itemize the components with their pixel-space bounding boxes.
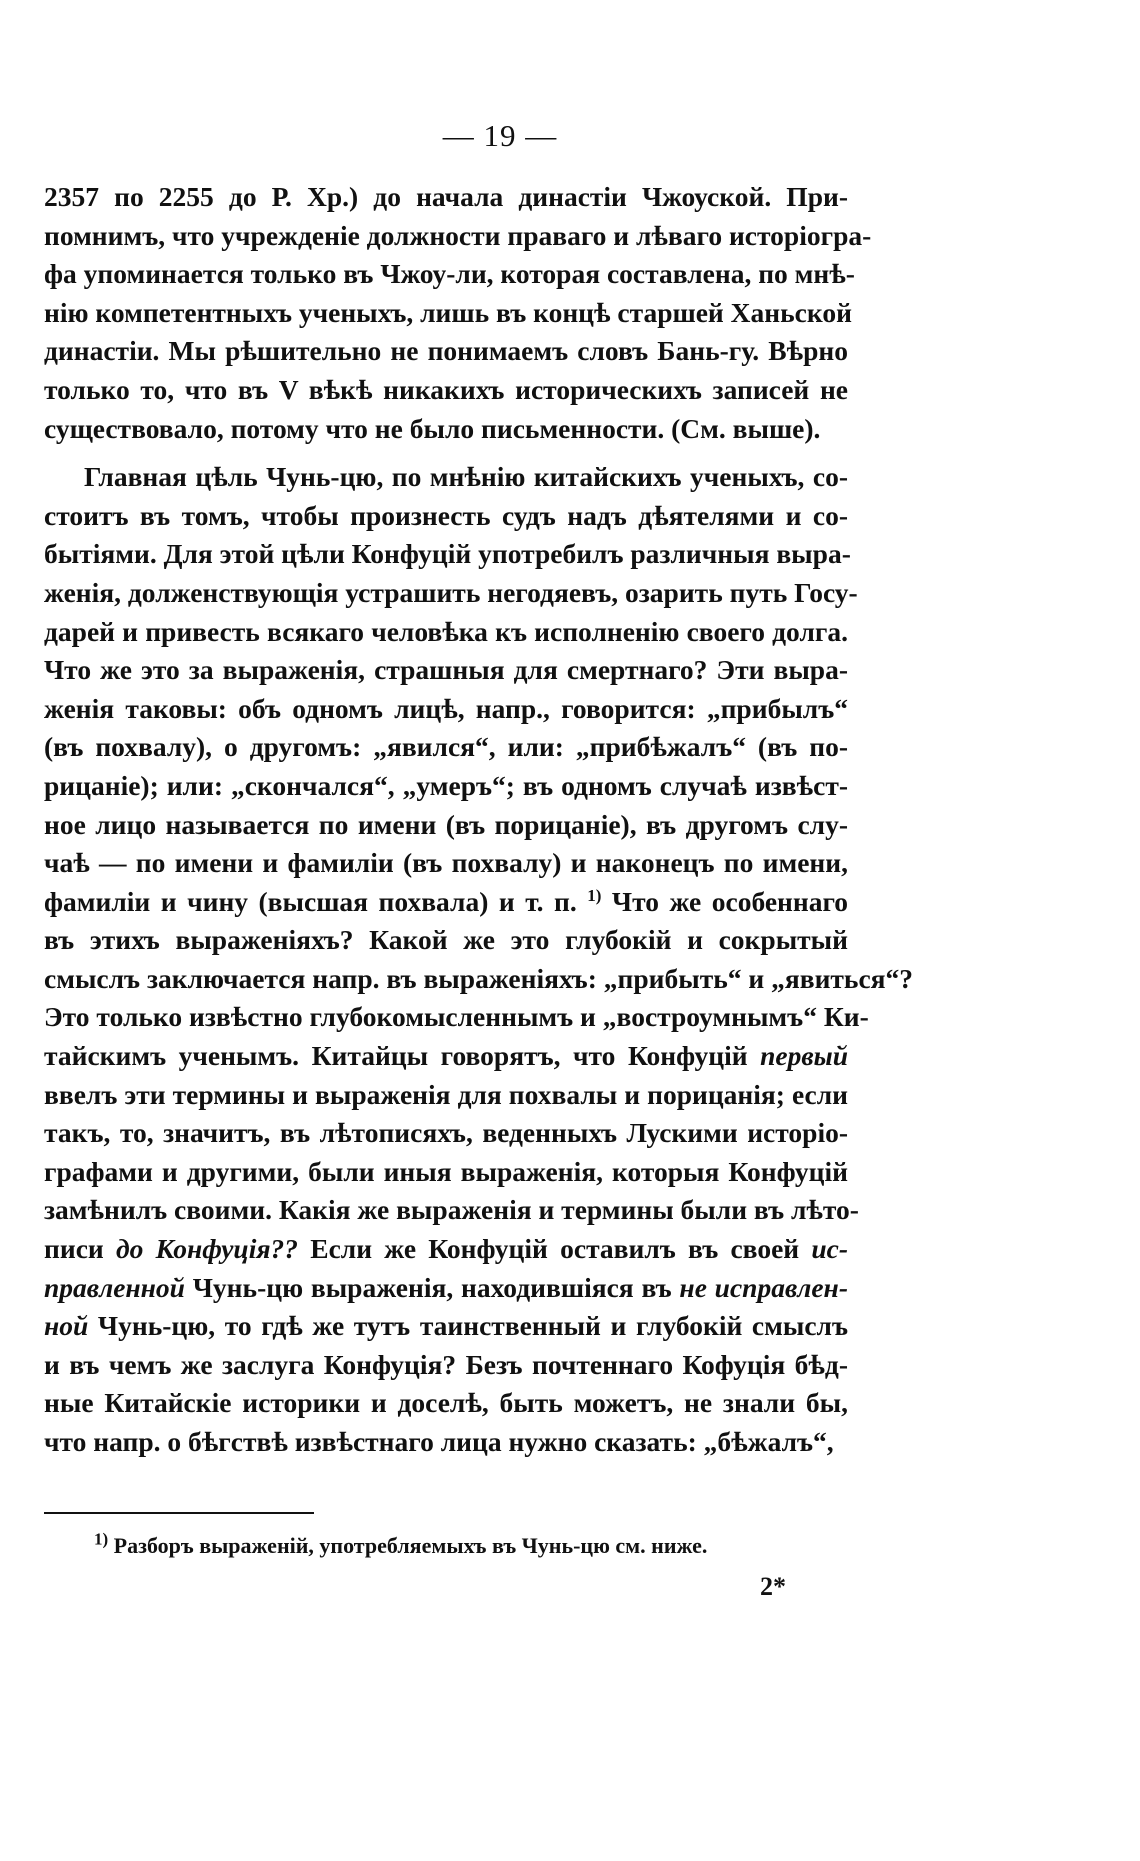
page-number: — 19 — [442,118,558,153]
italic-text: правленной [44,1271,185,1303]
text-line: чаѣ — по имени и фамиліи (въ похвалу) и наконецъ по имени, [44,847,848,879]
text-line: въ этихъ выраженіяхъ? Какой же это глубокій и сокрытый [44,924,848,956]
footnote-marker: 1) [587,885,602,905]
text-line: 2357 по 2255 до Р. Хр.) до начала династіи Чжоуской. При- [44,181,848,212]
text-line: династіи. Мы рѣшительно не понимаемъ словъ Бань-гу. Вѣрно [44,335,848,367]
text-line [44,1230,848,1269]
text-line: что напр. о бѣгствѣ извѣстнаго лица нужно сказать: „бѣжалъ“, [44,1426,834,1457]
text-line: рицаніе); или: „скончался“, „умеръ“; въ одномъ случаѣ извѣст- [44,769,848,801]
text-line: замѣнилъ своими. Какія же выраженія и термины были въ лѣто- [44,1194,859,1226]
text-line [44,1269,848,1308]
text-line: женія, долженствующія устрашить негодяевъ, озарить путь Госу- [44,576,858,608]
text-segment: фамиліи и чину (высшая похвала) и т. п. [44,885,577,917]
italic-text: ис- [811,1233,849,1265]
paragraph-first-line: Главная цѣль Чунь-цю, по мнѣнію китайскихъ ученыхъ, со- [84,461,848,493]
text-segment: Чунь-цю выраженія, находившіяся въ [192,1271,672,1303]
footnote [94,1529,794,1559]
italic-text: до Конфуція?? [115,1233,299,1265]
footnote-text: Разборъ выраженій, употребляемыхъ въ Чунь-цю см. ниже. [113,1533,708,1558]
text-line: женія таковы: объ одномъ лицѣ, напр., говорится: „прибылъ“ [44,692,848,724]
text-line: графами и другими, были иныя выраженія, которыя Конфуцій [44,1155,848,1187]
text-segment: Что же особеннаго [611,885,849,917]
text-segment: Если же Конфуцій оставилъ въ своей [310,1233,800,1265]
text-line: ввелъ эти термины и выраженія для похвалы и порицанія; если [44,1078,848,1110]
text-line [44,883,848,922]
text-line: только то, что въ V вѣкѣ никакихъ историческихъ записей не [44,373,848,405]
text-line: помнимъ, что учрежденіе должности праваго и лѣваго исторіогра- [44,219,872,251]
text-line: Что же это за выраженія, страшныя для смертнаго? Эти выра- [44,654,848,686]
body-text [44,178,914,1462]
text-line: существовало, потому что не было письменности. (См. выше). [44,412,821,444]
text-line: фа упоминается только въ Чжоу-ли, которая составлена, по мнѣ- [44,258,855,290]
text-line: ное лицо называется по имени (въ порицаніе), въ другомъ слу- [44,808,848,840]
text-segment: писи [44,1233,104,1265]
text-line [44,1307,848,1346]
text-line: такъ, то, значитъ, въ лѣтописяхъ, веденныхъ Лускими исторіо- [44,1117,848,1149]
italic-text: первый [760,1040,849,1072]
text-line: ные Китайскіе историки и доселѣ, быть можетъ, не знали бы, [44,1387,848,1419]
footnote-number: 1) [94,1529,109,1549]
footnote-divider [44,1512,314,1514]
text-line: (въ похвалу), о другомъ: „явился“, или: „прибѣжалъ“ (въ по- [44,731,848,763]
signature-mark: 2* [760,1572,786,1601]
text-line: стоитъ въ томъ, чтобы произнесть судъ надъ дѣятелями и со- [44,499,848,531]
text-line: нію компетентныхъ ученыхъ, лишь въ концѣ старшей Ханьской [44,296,852,328]
text-line: и въ чемъ же заслуга Конфуція? Безъ почтеннаго Кофуція бѣд- [44,1348,848,1380]
italic-text: ной [44,1310,89,1342]
text-segment: тайскимъ ученымъ. Китайцы говорятъ, что Конфуцій [44,1040,748,1072]
italic-text: не исправлен- [679,1271,848,1303]
text-segment: Чунь-цю, то гдѣ же тутъ таинственный и глубокій смыслъ [97,1310,848,1342]
text-line: бытіями. Для этой цѣли Конфуцій употребилъ различныя выра- [44,538,851,570]
text-line: Это только извѣстно глубокомысленнымъ и „востроумнымъ“ Ки- [44,1001,869,1033]
text-line: дарей и привесть всякаго человѣка къ исполненію своего долга. [44,615,848,647]
text-line: смыслъ заключается напр. въ выраженіяхъ: „прибыть“ и „явиться“? [44,962,914,994]
text-line [44,1037,848,1076]
